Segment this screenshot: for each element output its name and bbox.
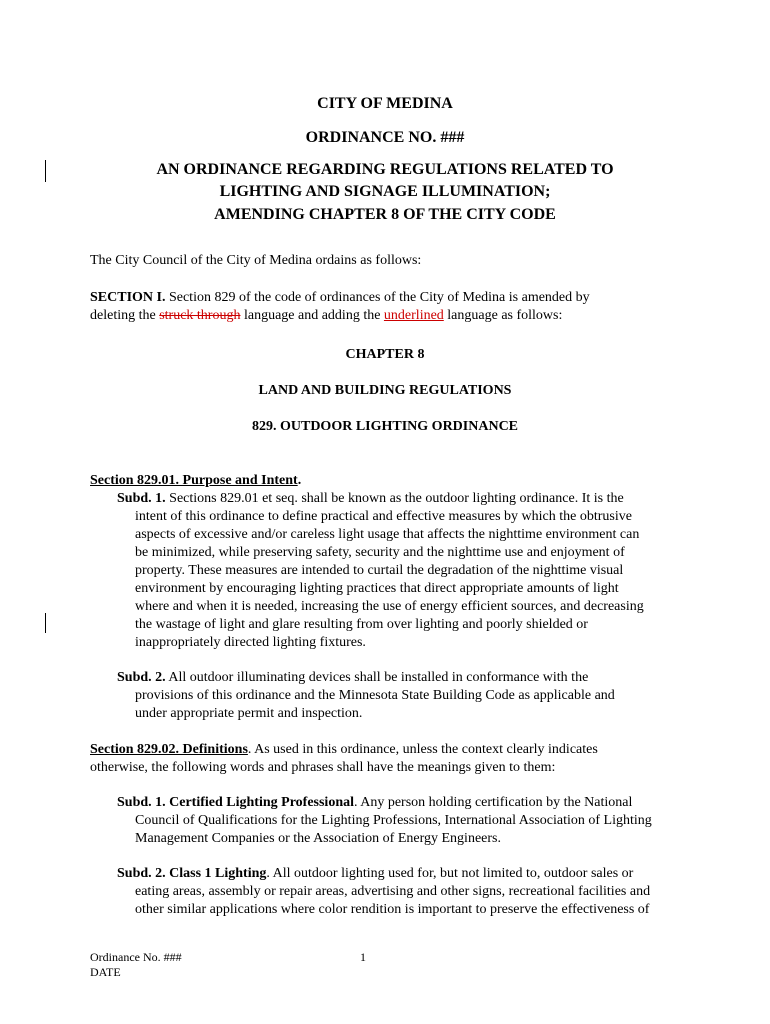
subd1-line: the wastage of light and glare resulting from over lighting and poorly shielded or — [135, 617, 588, 632]
subd1-label: Subd. 1. — [117, 491, 166, 506]
ordinance-title-line1: AN ORDINANCE REGARDING REGULATIONS RELATED TO — [156, 161, 614, 178]
subd1-line: inappropriately directed lighting fixtures. — [135, 635, 366, 650]
subd2-line: All outdoor illuminating devices shall be installed in conformance with the — [165, 670, 589, 685]
definition-line: Council of Qualifications for the Lighting Professions, International Association of Lighting — [135, 813, 652, 828]
footer-ordinance-number: Ordinance No. ### — [90, 950, 182, 964]
section-1-text-a: Section 829 of the code of ordinances of the City of Medina is amended by — [165, 290, 590, 305]
section-82901-heading — [90, 472, 301, 490]
subd2-line: provisions of this ordinance and the Minnesota State Building Code as applicable and — [135, 688, 615, 703]
subd1-line: intent of this ordinance to define practical and effective measures by which the obtrusive — [135, 509, 632, 524]
section-82901-subd2 — [117, 669, 687, 723]
ordinance-title-line2: LIGHTING AND SIGNAGE ILLUMINATION; — [219, 183, 551, 200]
section-82902-title: Section 829.02. Definitions — [90, 742, 248, 757]
definition-class-1-lighting — [117, 865, 687, 919]
section-1-text-b: deleting the — [90, 308, 160, 323]
section-1-paragraph — [90, 289, 690, 325]
section-82902-intro — [90, 741, 690, 777]
section-82902-intro-b: otherwise, the following words and phrases shall have the meanings given to them: — [90, 760, 556, 775]
ordinance-number: ORDINANCE NO. ### — [305, 129, 465, 146]
footer-left — [90, 950, 182, 980]
ordinance-title-line3: AMENDING CHAPTER 8 OF THE CITY CODE — [214, 206, 556, 223]
section-1-text-d: language as follows: — [443, 308, 563, 323]
definition-line: . All outdoor lighting used for, but not limited to, outdoor sales or — [266, 866, 634, 881]
section-82901-subd1 — [117, 490, 687, 652]
section-1-label: SECTION I. — [90, 290, 166, 305]
definition-line: eating areas, assembly or repair areas, advertising and other signs, recreational facilities and — [135, 884, 651, 899]
definition-certified-lighting-professional — [117, 794, 687, 848]
definition-line: Management Companies or the Association of Energy Engineers. — [135, 831, 501, 846]
section-1-text-c: language and adding the — [240, 308, 384, 323]
underlined-example: underlined — [383, 308, 444, 323]
definition-line: other similar applications where color rendition is important to preserve the effectiveness of — [135, 902, 650, 917]
subd2-label: Subd. 2. — [117, 670, 166, 685]
definition-label: Subd. 1. Certified Lighting Professional — [117, 795, 354, 810]
page-number: 1 — [360, 950, 366, 964]
city-heading: CITY OF MEDINA — [317, 95, 453, 112]
chapter-title: LAND AND BUILDING REGULATIONS — [258, 383, 512, 398]
section-82901-title: Section 829.01. Purpose and Intent — [90, 473, 298, 488]
section-82902-intro-a: . As used in this ordinance, unless the context clearly indicates — [247, 742, 598, 757]
subd1-line: Sections 829.01 et seq. shall be known as the outdoor lighting ordinance. It is the — [165, 491, 624, 506]
ordinance-section-title: 829. OUTDOOR LIGHTING ORDINANCE — [251, 419, 519, 434]
subd1-line: where and when it is needed, increasing the use of energy efficient sources, and decreasing — [135, 599, 644, 614]
subd2-line: under appropriate permit and inspection. — [135, 706, 363, 721]
change-bar-subd1 — [45, 613, 46, 633]
definition-label: Subd. 2. Class 1 Lighting — [117, 866, 267, 881]
chapter-heading: CHAPTER 8 — [345, 347, 425, 362]
intro-paragraph: The City Council of the City of Medina ordains as follows: — [90, 253, 422, 268]
struck-through-example: struck through — [159, 308, 241, 323]
subd1-line: aspects of excessive and/or careless light usage that affects the nighttime environment can — [135, 527, 640, 542]
subd1-line: environment by encouraging lighting practices that direct appropriate amounts of light — [135, 581, 619, 596]
subd1-line: be minimized, while preserving safety, security and the nighttime use and enjoyment of — [135, 545, 625, 560]
definition-line: . Any person holding certification by the National — [354, 795, 633, 810]
section-82901-period: . — [297, 473, 302, 488]
footer-date: DATE — [90, 965, 121, 979]
subd1-line: property. These measures are intended to curtail the degradation of the nighttime visual — [135, 563, 624, 578]
